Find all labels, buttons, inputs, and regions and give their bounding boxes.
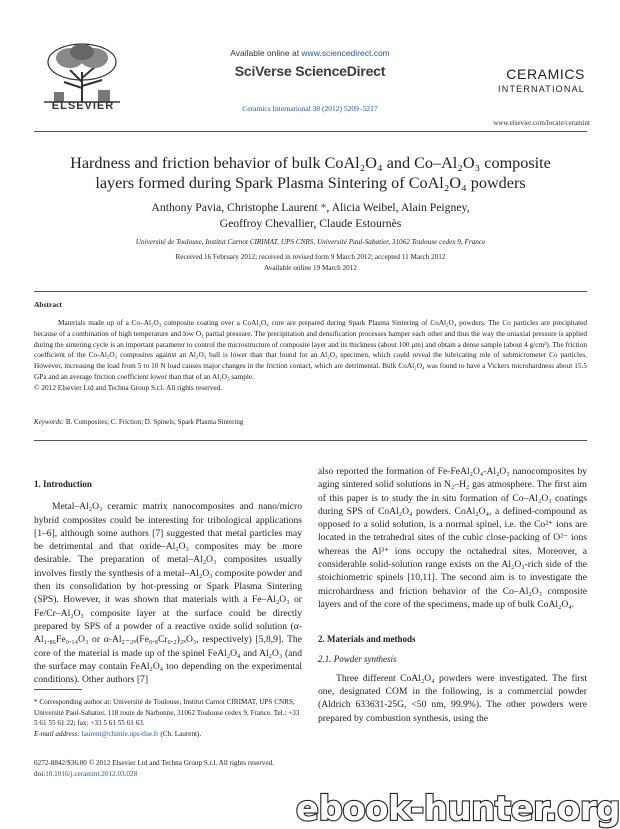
online-date: Available online 19 March 2012 <box>264 263 357 272</box>
abstract-top-divider <box>34 291 587 292</box>
title-line-1: Hardness and friction behavior of bulk CoAl₂O₄ and Co–Al₂O₃ composite <box>70 154 551 172</box>
journal-brand-line1: CERAMICS <box>506 66 585 82</box>
section-2-1-heading: 2.1. Powder synthesis <box>318 653 397 664</box>
received-dates: Received 16 February 2012; received in revised form 9 March 2012; accepted 11 March 2012 <box>175 253 446 261</box>
powder-synthesis-paragraph: Three different CoAl₂O₄ powders were investigated. The first one, designated COM in the following, is a commercial powder (Aldrich 633631-25G, <50 nm, 99.9%). The other powders were prepared by combustion synthesis, using the <box>318 672 587 724</box>
available-prefix: Available online at <box>230 48 302 58</box>
page-footer <box>34 758 354 779</box>
corresponding-author-marker[interactable]: * <box>320 201 327 214</box>
journal-url[interactable]: www.elsevier.com/locate/ceramint <box>493 119 590 127</box>
author-email-link[interactable]: laurent@chimie.ups-tlse.fr <box>81 729 159 738</box>
publisher-name: ELSEVIER <box>51 100 115 112</box>
affiliation: Université de Toulouse, Institut Carnot CIRIMAT, UPS CNRS, Université Paul-Sabatier, 31062 Toulouse cedex 9, France <box>135 238 486 246</box>
keywords <box>34 418 587 426</box>
email-label: E-mail address: <box>34 729 82 738</box>
database-name: SciVerse ScienceDirect <box>234 63 386 79</box>
article-history <box>34 252 587 273</box>
abstract-text: Materials made up of a Co–Al₂O₃ composite coating over a CoAl₂O₄ core are prepared during Spark Plasma Sintering of CoAl₂O₄ powders. The Co particles are precipitated because of a combination of high temperature and low O₂ partial pressure. The precipitation and densification processes hamper each other and thus the way the uniaxial pressure is applied during the sintering cycle is an important parameter to control the microstructure of composite layer and its thickness (about 100 μm) and obtain a dense sample (about 4 g/cm³). The friction coefficient of the Co-Al₂O₃ composites against an Al₂O₃ ball is lower than that found for an Al₂O₃ specimen, which could reveal the lubricating role of submicrometer Co particles. However, increasing the load from 5 to 10 N load causes major changes in the friction contact, which are detrimental. Bulk CoAl₂O₄ was found to have a Vickers microhardness about 15.5 GPa and an average friction coefficient lower than that of an Al₂O₃ sample. <box>34 318 587 381</box>
available-online <box>205 48 415 58</box>
corresponding-author-footnote <box>34 697 302 739</box>
abstract-copyright: © 2012 Elsevier Ltd and Techna Group S.r.l. All rights reserved. <box>34 382 223 392</box>
elsevier-tree-logo <box>40 42 124 104</box>
issn-copyright: 0272-8842/$36.00 © 2012 Elsevier Ltd and Techna Group S.r.l. All rights reserved. <box>34 759 274 767</box>
intro-paragraph: Metal–Al₂O₃ ceramic matrix nanocomposites and nano/micro hybrid composites could be interesting for tribological applications [1–6], although some authors [7] suggested that metal particles may be detrimental and that oxide–Al₂O₃ composites may be more desirable. The preparation of metal–Al₂O₃ composites usually involves firstly the synthesis of a metal–Al₂O₃ composite powder and then its consolidation by hot-pressing or Spark Plasma Sintering (SPS). However, it was shown that materials with a Fe–Al₂O₃ or Fe/Cr–Al₂O₃ composite layer at the surface could be directly prepared by SPS of a powder of a reactive oxide solid solution (α-Al₁.₈₆Fe₀.₁₄O₃ or α-Al₂₋₂ₓ(Fe₀.₈Cr₀.₂)₂ₓO₃, respectively) [5,8,9]. The core of the material is made up of the spinel FeAl₂O₄ and Al₂O₃ (and the surface may contain FeAl₂O₄ too depending on the experimental conditions). Other authors [7] <box>34 501 302 686</box>
section-1-heading: 1. Introduction <box>34 479 92 489</box>
journal-brand-line2: INTERNATIONAL <box>498 84 585 94</box>
section-2-heading: 2. Materials and methods <box>318 634 416 645</box>
authors-part-a: Anthony Pavia, Christophe Laurent <box>151 201 321 214</box>
title-line-2: layers formed during Spark Plasma Sintering of CoAl₂O₄ powders <box>95 174 526 192</box>
header-divider <box>34 131 587 132</box>
keywords-label: Keywords: <box>34 418 65 426</box>
email-suffix: (Ch. Laurent). <box>158 729 202 738</box>
authors-line-2: Geoffroy Chevallier, Claude Estournès <box>219 217 402 230</box>
body-column-right <box>318 465 587 725</box>
intro-continued-paragraph: also reported the formation of Fe-FeAl₂O₄-Al₂O₃ nanocomposites by aging sintered solid solutions in N₂–H₂ gas atmosphere. The first aim of this paper is to study the in situ formation of Co–Al₂O₃ coatings during SPS of CoAl₂O₄ powders. CoAl₂O₄, a defined-compound as opposed to a solid solution, is a normal spinel, i.e. the Co²⁺ ions are located in the tetrahedral sites of the cubic close-packing of O²⁻ ions whereas the Al³⁺ ions occupy the octahedral sites. Moreover, a considerable solid-solution range exists on the Al₂O₃-rich side of the stoichiometric spinels [10,11]. The second aim is to investigate the microhardness and friction behavior of the Co–Al₂O₃ composite layers and of the core of the specimens, made up of bulk CoAl₂O₄. <box>318 466 587 610</box>
watermark-text: ebook-hunter.org <box>295 789 620 829</box>
doi-label: doi: <box>34 769 46 778</box>
body-column-left <box>34 478 302 686</box>
author-list <box>34 200 587 232</box>
journal-reference-link[interactable]: Ceramics International 38 (2012) 5209–5217 <box>242 104 378 113</box>
article-title <box>34 153 587 193</box>
footnote-text: * Corresponding author at: Université de Toulouse, Institut Carnot CIRIMAT, UPS CNRS, Université Paul-Sabatier, 118 route de Narbonne, 31062 Toulouse cedex 9, France. Tel.: +33 5 61 55 61 22; fax: +33 5 61 55 61 63. <box>34 698 300 728</box>
doi-link[interactable]: 10.1016/j.ceramint.2012.03.028 <box>45 769 138 778</box>
sciencedirect-link[interactable]: www.sciencedirect.com <box>301 48 390 58</box>
abstract-heading: Abstract <box>34 300 62 309</box>
authors-part-b: , Alicia Weibel, Alain Peigney, <box>326 201 470 214</box>
footnote-divider <box>34 689 82 690</box>
keywords-list: B. Composites; C. Friction; D. Spinels; Spark Plasma Sintering <box>65 418 244 426</box>
abstract-bottom-divider <box>34 440 587 441</box>
abstract-body <box>34 318 587 394</box>
